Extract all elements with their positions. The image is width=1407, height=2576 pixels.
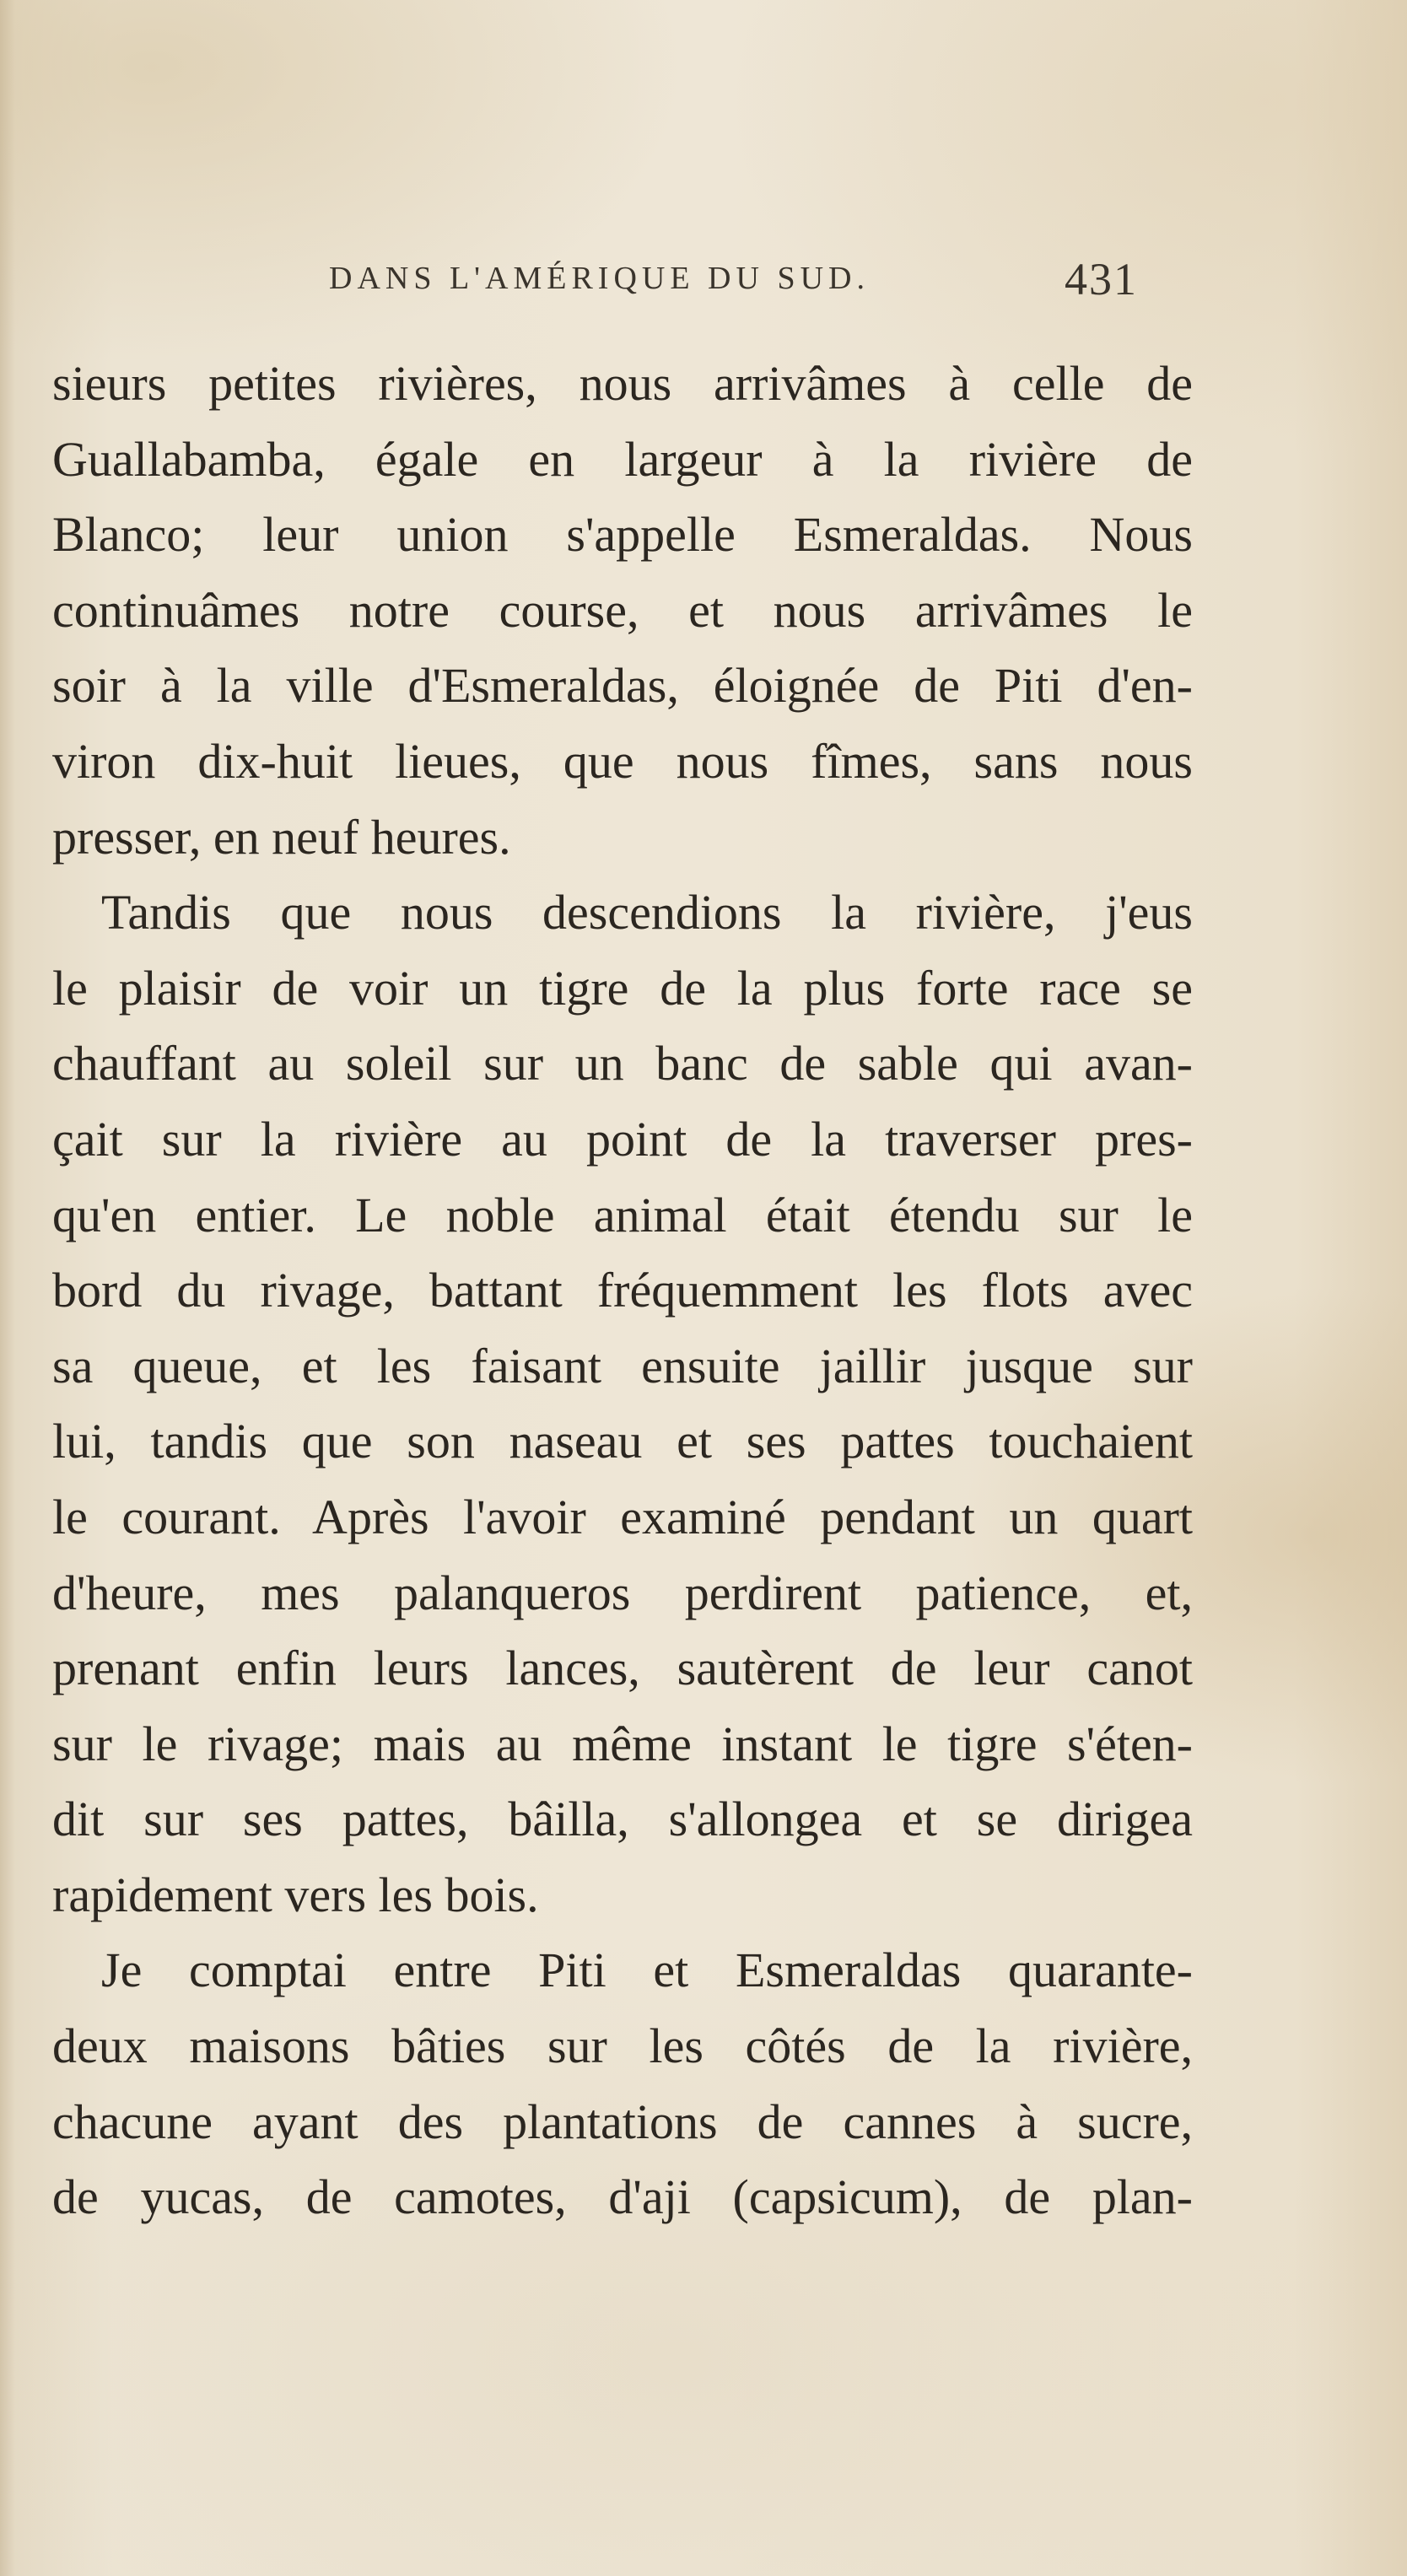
- text-line: çait sur la rivière au point de la traverser pres-: [52, 1111, 1193, 1167]
- page-edge-shadow: [0, 0, 15, 2576]
- text-line: chacune ayant des plantations de cannes à sucre,: [52, 2094, 1193, 2149]
- text-line: sa queue, et les faisant ensuite jaillir jusque sur: [52, 1338, 1193, 1393]
- text-line: deux maisons bâties sur les côtés de la rivière,: [52, 2018, 1193, 2074]
- text-line: de yucas, de camotes, d'aji (capsicum), de plan-: [52, 2169, 1193, 2225]
- text-line: qu'en entier. Le noble animal était étendu sur le: [52, 1187, 1193, 1242]
- paragraph-1: [52, 346, 1193, 875]
- page-number: 431: [1065, 254, 1138, 304]
- text-line: Tandis que nous descendions la rivière, j'eus: [101, 885, 1193, 940]
- text-line: continuâmes notre course, et nous arrivâmes le: [52, 582, 1193, 638]
- text-line: lui, tandis que son naseau et ses pattes touchaient: [52, 1414, 1193, 1469]
- text-line: sieurs petites rivières, nous arrivâmes à celle de: [52, 356, 1193, 411]
- text-line: prenant enfin leurs lances, sautèrent de leur canot: [52, 1641, 1193, 1696]
- text-line: chauffant au soleil sur un banc de sable qui avan-: [52, 1036, 1193, 1091]
- text-line: viron dix-huit lieues, que nous fîmes, sans nous: [52, 733, 1193, 789]
- text-line: soir à la ville d'Esmeraldas, éloignée de Piti d'en-: [52, 658, 1193, 714]
- text-line: bord du rivage, battant fréquemment les flots avec: [52, 1263, 1193, 1318]
- body-text: [52, 346, 1193, 2235]
- text-line: le courant. Après l'avoir examiné pendant un quart: [52, 1489, 1193, 1544]
- text-line: le plaisir de voir un tigre de la plus forte race se: [52, 960, 1193, 1016]
- text-line: Blanco; leur union s'appelle Esmeraldas. Nous: [52, 507, 1193, 563]
- text-line: sur le rivage; mais au même instant le tigre s'éten-: [52, 1716, 1193, 1771]
- running-head: DANS L'AMÉRIQUE DU SUD.: [329, 261, 870, 296]
- text-line: presser, en neuf heures.: [52, 809, 511, 865]
- paragraph-2: [52, 875, 1193, 1932]
- text-line: Je comptai entre Piti et Esmeraldas quarante-: [101, 1943, 1193, 1998]
- text-line: rapidement vers les bois.: [52, 1867, 539, 1922]
- text-line: d'heure, mes palanqueros perdirent patience, et,: [52, 1565, 1193, 1620]
- text-line: dit sur ses pattes, bâilla, s'allongea et se dirigea: [52, 1792, 1193, 1847]
- paragraph-3: [52, 1932, 1193, 2234]
- text-line: Guallabamba, égale en largeur à la rivière de: [52, 431, 1193, 487]
